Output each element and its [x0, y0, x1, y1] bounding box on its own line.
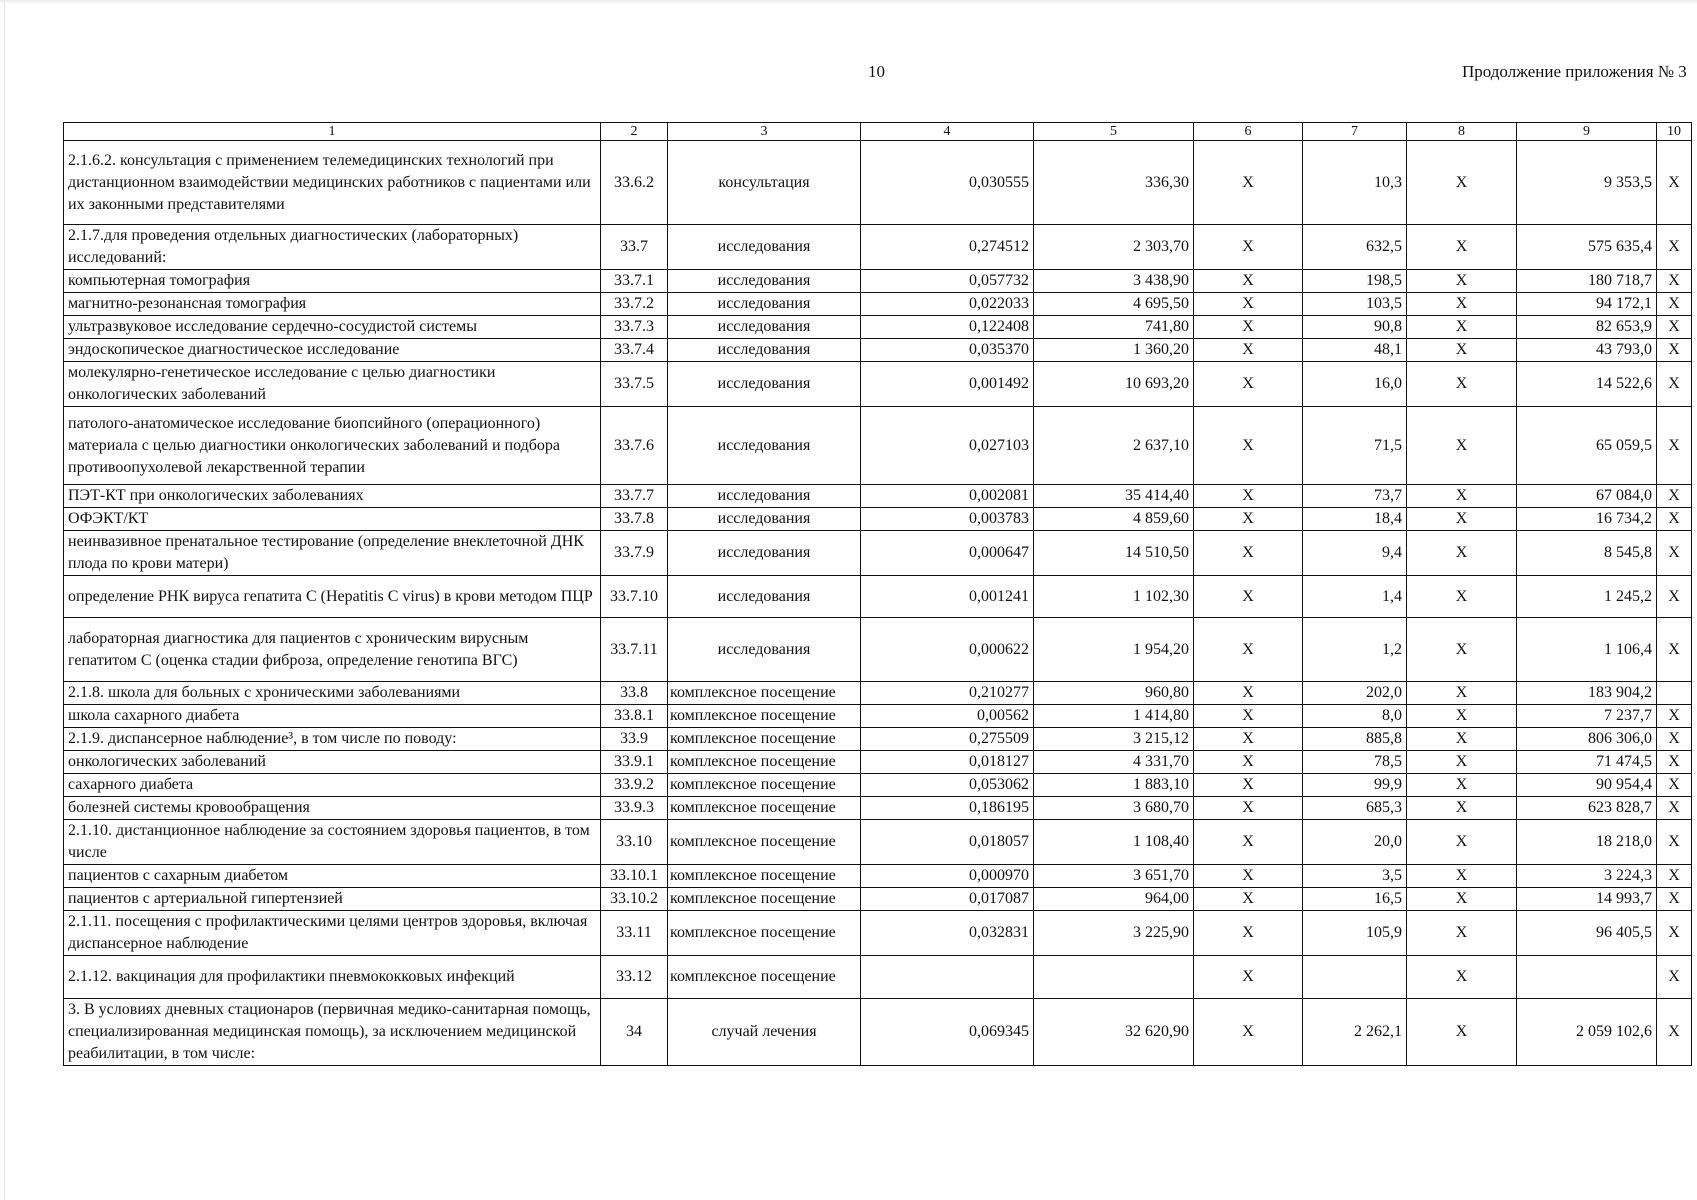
row-col8-mark: X: [1407, 888, 1517, 911]
row-col9-value: 94 172,1: [1517, 293, 1657, 316]
row-col8-mark: X: [1407, 508, 1517, 531]
row-unit: исследования: [668, 508, 861, 531]
row-col7-value: 632,5: [1303, 225, 1407, 270]
row-unit: исследования: [668, 485, 861, 508]
column-header: 5: [1034, 123, 1194, 141]
row-col6-mark: X: [1194, 407, 1303, 485]
row-col9-value: 1 106,4: [1517, 618, 1657, 682]
column-header: 3: [668, 123, 861, 141]
row-col8-mark: X: [1407, 225, 1517, 270]
table-row: [64, 270, 1692, 293]
row-name: неинвазивное пренатальное тестирование (определение внеклеточной ДНК плода по крови матери): [64, 531, 601, 576]
row-cost: 1 954,20: [1034, 618, 1194, 682]
row-norm: 0,032831: [861, 911, 1034, 956]
table-row: [64, 705, 1692, 728]
row-col7-value: 3,5: [1303, 865, 1407, 888]
row-col8-mark: X: [1407, 270, 1517, 293]
row-unit: исследования: [668, 407, 861, 485]
row-cost: [1034, 956, 1194, 999]
table-row: [64, 225, 1692, 270]
row-code: 33.12: [601, 956, 668, 999]
row-code: 33.7.8: [601, 508, 668, 531]
row-col10-mark: X: [1657, 911, 1692, 956]
row-name: молекулярно-генетическое исследование с целью диагностики онкологических заболеваний: [64, 362, 601, 407]
row-col8-mark: X: [1407, 774, 1517, 797]
row-code: 33.8.1: [601, 705, 668, 728]
row-cost: 2 303,70: [1034, 225, 1194, 270]
table-row: [64, 865, 1692, 888]
row-col9-value: 82 653,9: [1517, 316, 1657, 339]
column-number-row: [64, 123, 1692, 141]
row-col8-mark: X: [1407, 485, 1517, 508]
row-col8-mark: X: [1407, 576, 1517, 618]
row-col9-value: 65 059,5: [1517, 407, 1657, 485]
row-col9-value: 96 405,5: [1517, 911, 1657, 956]
row-col9-value: 14 993,7: [1517, 888, 1657, 911]
row-unit: случай лечения: [668, 999, 861, 1066]
row-code: 33.7.11: [601, 618, 668, 682]
row-col9-value: 3 224,3: [1517, 865, 1657, 888]
row-code: 33.7.2: [601, 293, 668, 316]
row-col9-value: 183 904,2: [1517, 682, 1657, 705]
row-name: компьютерная томография: [64, 270, 601, 293]
row-cost: 4 859,60: [1034, 508, 1194, 531]
row-col6-mark: X: [1194, 820, 1303, 865]
row-col8-mark: X: [1407, 820, 1517, 865]
row-col9-value: 623 828,7: [1517, 797, 1657, 820]
column-header: 9: [1517, 123, 1657, 141]
row-col6-mark: X: [1194, 797, 1303, 820]
row-norm: 0,275509: [861, 728, 1034, 751]
row-name: магнитно-резонансная томография: [64, 293, 601, 316]
row-unit: исследования: [668, 339, 861, 362]
row-unit: комплексное посещение: [668, 956, 861, 999]
row-cost: 1 883,10: [1034, 774, 1194, 797]
table-row: [64, 339, 1692, 362]
row-name: 2.1.9. диспансерное наблюдение³, в том числе по поводу:: [64, 728, 601, 751]
row-col8-mark: X: [1407, 531, 1517, 576]
row-norm: 0,002081: [861, 485, 1034, 508]
row-col7-value: 198,5: [1303, 270, 1407, 293]
row-col7-value: 2 262,1: [1303, 999, 1407, 1066]
row-norm: 0,057732: [861, 270, 1034, 293]
row-norm: 0,022033: [861, 293, 1034, 316]
row-cost: 35 414,40: [1034, 485, 1194, 508]
row-unit: комплексное посещение: [668, 911, 861, 956]
row-name: 2.1.7.для проведения отдельных диагностических (лабораторных) исследований:: [64, 225, 601, 270]
row-col7-value: 16,0: [1303, 362, 1407, 407]
row-cost: 1 360,20: [1034, 339, 1194, 362]
row-col10-mark: X: [1657, 407, 1692, 485]
row-col10-mark: X: [1657, 865, 1692, 888]
row-norm: 0,210277: [861, 682, 1034, 705]
row-cost: 964,00: [1034, 888, 1194, 911]
row-unit: комплексное посещение: [668, 865, 861, 888]
row-col9-value: 43 793,0: [1517, 339, 1657, 362]
row-col10-mark: X: [1657, 270, 1692, 293]
row-col9-value: 7 237,7: [1517, 705, 1657, 728]
row-col7-value: 105,9: [1303, 911, 1407, 956]
row-col7-value: 10,3: [1303, 141, 1407, 225]
row-col7-value: 48,1: [1303, 339, 1407, 362]
row-col6-mark: X: [1194, 751, 1303, 774]
row-name: 2.1.6.2. консультация с применением телемедицинских технологий при дистанционном взаимодействии медицинских работников с пациентами или их законными представителями: [64, 141, 601, 225]
row-name: пациентов с артериальной гипертензией: [64, 888, 601, 911]
row-col6-mark: X: [1194, 999, 1303, 1066]
row-norm: [861, 956, 1034, 999]
row-unit: исследования: [668, 362, 861, 407]
row-col9-value: 8 545,8: [1517, 531, 1657, 576]
row-col10-mark: X: [1657, 774, 1692, 797]
row-col10-mark: X: [1657, 141, 1692, 225]
row-col8-mark: X: [1407, 956, 1517, 999]
row-col6-mark: X: [1194, 774, 1303, 797]
row-cost: 1 108,40: [1034, 820, 1194, 865]
row-name: лабораторная диагностика для пациентов с хроническим вирусным гепатитом С (оценка стадии фиброза, определение генотипа ВГС): [64, 618, 601, 682]
row-code: 33.7.1: [601, 270, 668, 293]
row-col7-value: 202,0: [1303, 682, 1407, 705]
row-col7-value: 73,7: [1303, 485, 1407, 508]
row-col10-mark: X: [1657, 362, 1692, 407]
row-cost: 14 510,50: [1034, 531, 1194, 576]
row-code: 33.9: [601, 728, 668, 751]
row-col9-value: 180 718,7: [1517, 270, 1657, 293]
row-name: школа сахарного диабета: [64, 705, 601, 728]
row-code: 33.7: [601, 225, 668, 270]
row-col10-mark: X: [1657, 705, 1692, 728]
row-norm: 0,003783: [861, 508, 1034, 531]
row-code: 33.8: [601, 682, 668, 705]
row-col9-value: 9 353,5: [1517, 141, 1657, 225]
row-cost: 2 637,10: [1034, 407, 1194, 485]
row-cost: 336,30: [1034, 141, 1194, 225]
row-col7-value: 20,0: [1303, 820, 1407, 865]
row-unit: исследования: [668, 531, 861, 576]
row-col9-value: 71 474,5: [1517, 751, 1657, 774]
row-name: сахарного диабета: [64, 774, 601, 797]
row-code: 33.6.2: [601, 141, 668, 225]
row-col7-value: 885,8: [1303, 728, 1407, 751]
table-row: [64, 141, 1692, 225]
row-name: 2.1.12. вакцинация для профилактики пневмококковых инфекций: [64, 956, 601, 999]
row-col7-value: 1,2: [1303, 618, 1407, 682]
row-col8-mark: X: [1407, 339, 1517, 362]
row-norm: 0,069345: [861, 999, 1034, 1066]
row-col7-value: 78,5: [1303, 751, 1407, 774]
row-col10-mark: X: [1657, 339, 1692, 362]
row-col6-mark: X: [1194, 531, 1303, 576]
row-norm: 0,018057: [861, 820, 1034, 865]
row-col9-value: 16 734,2: [1517, 508, 1657, 531]
row-col10-mark: X: [1657, 225, 1692, 270]
row-col6-mark: X: [1194, 270, 1303, 293]
row-unit: комплексное посещение: [668, 774, 861, 797]
table-row: [64, 797, 1692, 820]
row-col8-mark: X: [1407, 293, 1517, 316]
row-col6-mark: X: [1194, 225, 1303, 270]
row-col8-mark: X: [1407, 316, 1517, 339]
row-name: пациентов с сахарным диабетом: [64, 865, 601, 888]
row-unit: консультация: [668, 141, 861, 225]
row-code: 33.7.4: [601, 339, 668, 362]
row-col9-value: 1 245,2: [1517, 576, 1657, 618]
row-norm: 0,035370: [861, 339, 1034, 362]
row-name: 2.1.8. школа для больных с хроническими заболеваниями: [64, 682, 601, 705]
table-row: [64, 999, 1692, 1066]
row-name: болезней системы кровообращения: [64, 797, 601, 820]
row-col8-mark: X: [1407, 618, 1517, 682]
row-code: 33.10.1: [601, 865, 668, 888]
row-col8-mark: X: [1407, 682, 1517, 705]
row-col10-mark: X: [1657, 485, 1692, 508]
row-col8-mark: X: [1407, 911, 1517, 956]
row-unit: комплексное посещение: [668, 705, 861, 728]
row-col10-mark: X: [1657, 956, 1692, 999]
row-col6-mark: X: [1194, 141, 1303, 225]
row-unit: комплексное посещение: [668, 888, 861, 911]
row-cost: 3 215,12: [1034, 728, 1194, 751]
row-col6-mark: X: [1194, 728, 1303, 751]
row-unit: комплексное посещение: [668, 682, 861, 705]
row-col6-mark: X: [1194, 682, 1303, 705]
row-code: 33.11: [601, 911, 668, 956]
row-col6-mark: X: [1194, 888, 1303, 911]
row-col8-mark: X: [1407, 728, 1517, 751]
column-header: 4: [861, 123, 1034, 141]
row-col9-value: 90 954,4: [1517, 774, 1657, 797]
row-col7-value: 8,0: [1303, 705, 1407, 728]
row-col7-value: 71,5: [1303, 407, 1407, 485]
row-code: 33.9.3: [601, 797, 668, 820]
row-name: патолого-анатомическое исследование биопсийного (операционного) материала с целью диагностики онкологических заболеваний и подбора противоопухолевой лекарственной терапии: [64, 407, 601, 485]
row-col7-value: 1,4: [1303, 576, 1407, 618]
column-header: 10: [1657, 123, 1692, 141]
row-code: 33.10.2: [601, 888, 668, 911]
row-col10-mark: X: [1657, 751, 1692, 774]
row-name: онкологических заболеваний: [64, 751, 601, 774]
row-code: 33.10: [601, 820, 668, 865]
row-unit: исследования: [668, 618, 861, 682]
row-name: эндоскопическое диагностическое исследование: [64, 339, 601, 362]
row-norm: 0,186195: [861, 797, 1034, 820]
row-col6-mark: X: [1194, 362, 1303, 407]
table-row: [64, 682, 1692, 705]
row-col10-mark: X: [1657, 728, 1692, 751]
row-col7-value: 16,5: [1303, 888, 1407, 911]
row-col8-mark: X: [1407, 705, 1517, 728]
row-col9-value: 2 059 102,6: [1517, 999, 1657, 1066]
row-cost: 3 651,70: [1034, 865, 1194, 888]
row-col10-mark: X: [1657, 797, 1692, 820]
row-name: ультразвуковое исследование сердечно-сосудистой системы: [64, 316, 601, 339]
table-row: [64, 316, 1692, 339]
row-norm: 0,001241: [861, 576, 1034, 618]
row-col9-value: 575 635,4: [1517, 225, 1657, 270]
row-cost: 3 225,90: [1034, 911, 1194, 956]
table-row: [64, 407, 1692, 485]
row-code: 33.9.2: [601, 774, 668, 797]
row-col6-mark: X: [1194, 865, 1303, 888]
row-col10-mark: X: [1657, 999, 1692, 1066]
row-col10-mark: X: [1657, 820, 1692, 865]
row-name: 2.1.11. посещения с профилактическими целями центров здоровья, включая диспансерное наблюдение: [64, 911, 601, 956]
table-row: [64, 888, 1692, 911]
scan-top-edge: [0, 0, 1697, 4]
row-code: 33.7.10: [601, 576, 668, 618]
row-col7-value: 9,4: [1303, 531, 1407, 576]
row-col7-value: 90,8: [1303, 316, 1407, 339]
row-code: 33.7.3: [601, 316, 668, 339]
row-col9-value: 67 084,0: [1517, 485, 1657, 508]
data-table: [63, 122, 1692, 1066]
row-norm: 0,00562: [861, 705, 1034, 728]
column-header: 7: [1303, 123, 1407, 141]
row-col8-mark: X: [1407, 865, 1517, 888]
row-norm: 0,000622: [861, 618, 1034, 682]
row-col10-mark: X: [1657, 293, 1692, 316]
table-row: [64, 956, 1692, 999]
row-norm: 0,053062: [861, 774, 1034, 797]
row-unit: исследования: [668, 576, 861, 618]
row-code: 33.9.1: [601, 751, 668, 774]
row-col6-mark: X: [1194, 293, 1303, 316]
row-name: 3. В условиях дневных стационаров (первичная медико-санитарная помощь, специализированная медицинская помощь), за исключением медицинской реабилитации, в том числе:: [64, 999, 601, 1066]
row-col8-mark: X: [1407, 407, 1517, 485]
row-norm: 0,122408: [861, 316, 1034, 339]
row-cost: 960,80: [1034, 682, 1194, 705]
table-row: [64, 531, 1692, 576]
row-unit: исследования: [668, 270, 861, 293]
row-col9-value: 18 218,0: [1517, 820, 1657, 865]
row-cost: 1 102,30: [1034, 576, 1194, 618]
table-row: [64, 911, 1692, 956]
row-name: определение РНК вируса гепатита С (Hepatitis C virus) в крови методом ПЦР: [64, 576, 601, 618]
row-code: 33.7.5: [601, 362, 668, 407]
table-row: [64, 362, 1692, 407]
row-name: 2.1.10. дистанционное наблюдение за состоянием здоровья пациентов, в том числе: [64, 820, 601, 865]
column-header: 8: [1407, 123, 1517, 141]
row-col10-mark: [1657, 682, 1692, 705]
row-col7-value: 685,3: [1303, 797, 1407, 820]
row-norm: 0,000970: [861, 865, 1034, 888]
row-cost: 32 620,90: [1034, 999, 1194, 1066]
scan-left-edge: [4, 0, 5, 1200]
row-unit: комплексное посещение: [668, 797, 861, 820]
row-unit: исследования: [668, 316, 861, 339]
row-code: 33.7.6: [601, 407, 668, 485]
row-cost: 741,80: [1034, 316, 1194, 339]
row-norm: 0,018127: [861, 751, 1034, 774]
table-row: [64, 751, 1692, 774]
row-col8-mark: X: [1407, 797, 1517, 820]
page-number: 10: [868, 62, 885, 81]
row-norm: 0,017087: [861, 888, 1034, 911]
row-cost: 4 695,50: [1034, 293, 1194, 316]
row-norm: 0,001492: [861, 362, 1034, 407]
row-norm: 0,000647: [861, 531, 1034, 576]
row-col6-mark: X: [1194, 339, 1303, 362]
row-code: 34: [601, 999, 668, 1066]
row-col10-mark: X: [1657, 888, 1692, 911]
table-row: [64, 618, 1692, 682]
table-row: [64, 293, 1692, 316]
row-col7-value: [1303, 956, 1407, 999]
table-row: [64, 485, 1692, 508]
row-norm: 0,027103: [861, 407, 1034, 485]
row-col8-mark: X: [1407, 362, 1517, 407]
row-col10-mark: X: [1657, 531, 1692, 576]
column-header: 6: [1194, 123, 1303, 141]
row-col9-value: [1517, 956, 1657, 999]
row-code: 33.7.7: [601, 485, 668, 508]
row-cost: 10 693,20: [1034, 362, 1194, 407]
row-unit: исследования: [668, 293, 861, 316]
row-col6-mark: X: [1194, 705, 1303, 728]
row-col6-mark: X: [1194, 576, 1303, 618]
row-norm: 0,274512: [861, 225, 1034, 270]
row-col6-mark: X: [1194, 956, 1303, 999]
row-col6-mark: X: [1194, 485, 1303, 508]
row-col8-mark: X: [1407, 141, 1517, 225]
column-header: 2: [601, 123, 668, 141]
row-col10-mark: X: [1657, 316, 1692, 339]
row-col7-value: 99,9: [1303, 774, 1407, 797]
table-row: [64, 774, 1692, 797]
row-col6-mark: X: [1194, 911, 1303, 956]
row-cost: 1 414,80: [1034, 705, 1194, 728]
row-col6-mark: X: [1194, 316, 1303, 339]
row-col8-mark: X: [1407, 751, 1517, 774]
table-row: [64, 508, 1692, 531]
row-norm: 0,030555: [861, 141, 1034, 225]
row-col10-mark: X: [1657, 576, 1692, 618]
row-name: ПЭТ-КТ при онкологических заболеваниях: [64, 485, 601, 508]
row-code: 33.7.9: [601, 531, 668, 576]
row-name: ОФЭКТ/КТ: [64, 508, 601, 531]
row-col10-mark: X: [1657, 508, 1692, 531]
row-col6-mark: X: [1194, 618, 1303, 682]
row-unit: комплексное посещение: [668, 728, 861, 751]
row-col7-value: 18,4: [1303, 508, 1407, 531]
row-unit: комплексное посещение: [668, 751, 861, 774]
row-unit: исследования: [668, 225, 861, 270]
row-unit: комплексное посещение: [668, 820, 861, 865]
table-row: [64, 576, 1692, 618]
row-col9-value: 806 306,0: [1517, 728, 1657, 751]
row-col8-mark: X: [1407, 999, 1517, 1066]
appendix-continuation-note: Продолжение приложения № 3: [1462, 62, 1687, 81]
row-col9-value: 14 522,6: [1517, 362, 1657, 407]
column-header: 1: [64, 123, 601, 141]
row-col6-mark: X: [1194, 508, 1303, 531]
row-cost: 3 680,70: [1034, 797, 1194, 820]
row-col10-mark: X: [1657, 618, 1692, 682]
row-cost: 4 331,70: [1034, 751, 1194, 774]
table-row: [64, 820, 1692, 865]
table-row: [64, 728, 1692, 751]
row-cost: 3 438,90: [1034, 270, 1194, 293]
row-col7-value: 103,5: [1303, 293, 1407, 316]
